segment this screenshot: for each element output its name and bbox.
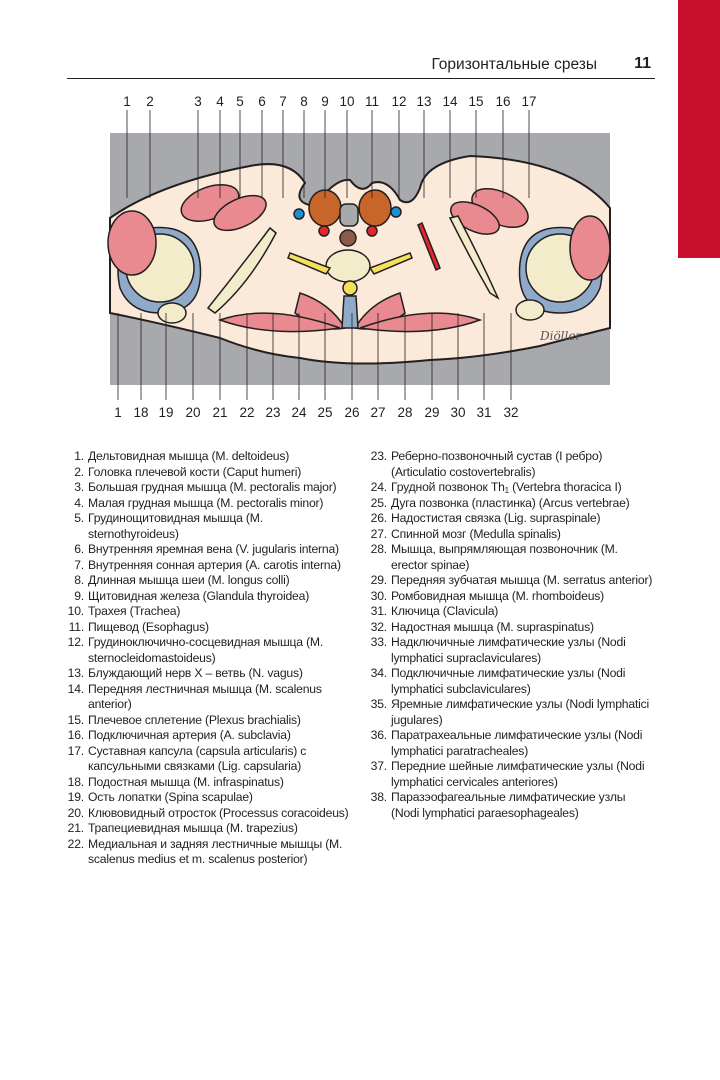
- legend-number: 20.: [67, 805, 84, 820]
- figure-label: 26: [344, 405, 360, 420]
- section-title: Горизонтальные срезы: [431, 56, 597, 73]
- figure-label: 17: [521, 94, 537, 109]
- legend-item: [62, 821, 352, 837]
- legend-text-main: Подключичные лимфатические узлы (Nodi lymphatici subclaviculares): [391, 666, 626, 696]
- legend-number: 22.: [67, 836, 84, 851]
- legend-text-main: Спинной мозг (Medulla spinalis): [391, 526, 561, 541]
- figure-label: 3: [194, 94, 202, 109]
- legend-item: [365, 573, 655, 589]
- figure-label: 6: [258, 94, 266, 109]
- legend-text: [391, 542, 655, 573]
- legend-text: [88, 558, 352, 574]
- legend-text-main: Надключичные лимфатические узлы (Nodi lymphatici supraclaviculares): [391, 635, 626, 665]
- legend-text: [88, 728, 352, 744]
- legend-number: 15.: [67, 712, 84, 727]
- legend-text: [88, 790, 352, 806]
- legend-number: 33.: [370, 635, 387, 649]
- jugular-left: [294, 209, 304, 219]
- legend-number: 27.: [370, 526, 387, 541]
- legend-text-main: Паразэофагеальные лимфатические узлы (Nodi lymphatici paraesophageales): [391, 790, 626, 820]
- deltoid-right: [570, 216, 610, 280]
- figure-label: 25: [317, 405, 333, 420]
- figure-label: 4: [216, 94, 224, 109]
- legend-text-main: Плечевое сплетение (Plexus brachialis): [88, 712, 301, 727]
- legend-item: [365, 620, 655, 636]
- supraspinal-ligament: [342, 296, 358, 328]
- legend-item: [365, 527, 655, 543]
- legend-item: [62, 744, 352, 775]
- legend-item: [365, 790, 655, 821]
- legend-item: [62, 449, 352, 465]
- legend-text: [391, 527, 655, 543]
- legend-text: [391, 511, 655, 527]
- legend-text-main: Дуга позвонка (пластинка) (Arcus vertebrae): [391, 495, 630, 510]
- figure-label: 28: [397, 405, 413, 420]
- legend-number: 4.: [74, 495, 84, 510]
- legend-number: 35.: [370, 697, 387, 711]
- legend-text-main: Передняя зубчатая мышца (M. serratus anterior): [391, 573, 653, 587]
- legend-text: [391, 480, 655, 496]
- legend-subscript: 1: [504, 486, 509, 495]
- legend-text-main: Внутренняя сонная артерия (A. carotis interna): [88, 557, 341, 572]
- legend-number: 29.: [370, 573, 387, 587]
- figure-label: 7: [279, 94, 287, 109]
- legend-number: 12.: [67, 635, 84, 649]
- vertebral-body: [326, 250, 370, 282]
- carotid-left: [319, 226, 329, 236]
- legend-text-main: Ость лопатки (Spina scapulae): [88, 790, 253, 804]
- scapular-spine-left: [158, 303, 186, 323]
- figure-label: 11: [364, 94, 380, 109]
- legend-number: 18.: [67, 774, 84, 789]
- legend-text-main: Клювовидный отросток (Processus coracoideus): [88, 805, 349, 820]
- legend-item: [62, 480, 352, 496]
- running-header: [67, 54, 655, 79]
- legend-number: 21.: [67, 821, 84, 835]
- legend-right-column: [365, 449, 655, 821]
- legend-number: 8.: [74, 573, 84, 587]
- legend-text-main: Передняя лестничная мышца (M. scalenus anterior): [88, 681, 322, 711]
- figure-label: 23: [265, 405, 281, 420]
- legend-item: [62, 682, 352, 713]
- legend-text-main: Реберно-позвоночный сустав (I ребро) (Articulatio costovertebralis): [391, 449, 603, 479]
- jugular-right: [391, 207, 401, 217]
- legend-number: 19.: [67, 790, 84, 804]
- legend-text-main: Трапециевидная мышца (M. trapezius): [88, 821, 298, 835]
- legend-item: [62, 713, 352, 729]
- legend-text-main: Грудинощитовидная мышца (M. sternothyroideus): [88, 511, 263, 541]
- legend-text-main: Подключичная артерия (A. subclavia): [88, 728, 291, 742]
- legend-text: [391, 790, 655, 821]
- legend-item: [62, 620, 352, 636]
- figure-label: 5: [236, 94, 244, 109]
- legend-number: 6.: [74, 542, 84, 556]
- figure-label: 21: [212, 405, 228, 420]
- figure-label: 15: [468, 94, 484, 109]
- figure-label: 31: [476, 405, 492, 420]
- figure-label: 19: [158, 405, 174, 420]
- legend-text: [88, 542, 352, 558]
- legend-number: 38.: [370, 790, 387, 804]
- legend-item: [62, 806, 352, 822]
- legend-text-main: Грудиноключично-сосцевидная мышца (M. sternocleidomastoideus): [88, 635, 324, 665]
- legend-text: [88, 837, 352, 868]
- legend-item: [62, 558, 352, 574]
- legend-text: [391, 620, 655, 636]
- figure-label: 13: [416, 94, 432, 109]
- legend-number: 2.: [74, 464, 84, 479]
- legend-text-main: Ключица (Clavicula): [391, 604, 499, 618]
- legend-text-main: Трахея (Trachea): [88, 604, 181, 618]
- legend-text-main: Большая грудная мышца (M. pectoralis major): [88, 480, 337, 494]
- legend-number: 34.: [370, 666, 387, 680]
- thyroid-right: [359, 190, 391, 226]
- legend-text-main: Малая грудная мышца (M. pectoralis minor): [88, 495, 324, 510]
- figure-label: 8: [300, 94, 308, 109]
- legend-text: [88, 496, 352, 512]
- legend-text: [391, 635, 655, 666]
- legend-item: [62, 496, 352, 512]
- legend-item: [365, 496, 655, 512]
- legend-number: 36.: [370, 728, 387, 742]
- legend-text-main: Щитовидная железа (Glandula thyroidea): [88, 588, 310, 603]
- legend-item: [365, 697, 655, 728]
- legend-text-main: Подостная мышца (M. infraspinatus): [88, 774, 284, 789]
- legend-text: [391, 573, 655, 589]
- figure-label: 24: [291, 405, 307, 420]
- figure-label: 29: [424, 405, 440, 420]
- figure-label: 9: [321, 94, 329, 109]
- legend-text-main: Надостная мышца (M. supraspinatus): [391, 619, 594, 634]
- legend-item: [365, 604, 655, 620]
- legend-text: [391, 728, 655, 759]
- legend-text: [391, 697, 655, 728]
- legend-text-main: Внутренняя яремная вена (V. jugularis interna): [88, 542, 339, 556]
- legend-number: 26.: [370, 511, 387, 525]
- legend-text: [88, 604, 352, 620]
- legend-number: 14.: [67, 681, 84, 696]
- legend-item: [365, 635, 655, 666]
- figure-label: 1: [123, 94, 131, 109]
- legend-item: [62, 728, 352, 744]
- figure-label: 14: [442, 94, 458, 109]
- legend-text-cont: (Vertebra thoracica I): [508, 480, 622, 494]
- legend-item: [62, 573, 352, 589]
- esophagus: [340, 230, 356, 246]
- legend-text-main: Надостистая связка (Lig. supraspinale): [391, 511, 601, 525]
- legend-text-main: Мышца, выпрямляющая позвоночник (M. erector spinae): [391, 542, 618, 572]
- supraspinatus-right: [516, 300, 544, 320]
- legend-text: [391, 666, 655, 697]
- legend-text-main: Яремные лимфатические узлы (Nodi lymphatici jugulares): [391, 697, 650, 727]
- legend-item: [365, 480, 655, 496]
- cross-section-illustration: [100, 88, 630, 423]
- figure-label: 16: [495, 94, 511, 109]
- legend-item: [62, 666, 352, 682]
- legend-text: [88, 635, 352, 666]
- legend-item: [62, 790, 352, 806]
- legend-item: [365, 511, 655, 527]
- figure-label: 18: [133, 405, 149, 420]
- legend-text: [88, 620, 352, 636]
- legend-text-main: Пищевод (Esophagus): [88, 619, 209, 634]
- legend-number: 7.: [74, 557, 84, 572]
- legend-text: [88, 480, 352, 496]
- legend-item: [62, 775, 352, 791]
- legend-item: [62, 511, 352, 542]
- legend-text-main: Передние шейные лимфатические узлы (Nodi lymphatici cervicales anteriores): [391, 759, 645, 789]
- legend-item: [365, 759, 655, 790]
- legend-number: 24.: [370, 480, 387, 494]
- legend-number: 16.: [67, 728, 84, 742]
- legend-number: 9.: [74, 588, 84, 603]
- figure-label: 20: [185, 405, 201, 420]
- legend-item: [62, 465, 352, 481]
- trachea: [340, 204, 358, 226]
- legend-number: 28.: [370, 542, 387, 556]
- legend-item: [365, 666, 655, 697]
- figure-label: 27: [370, 405, 386, 420]
- figure-label: 22: [239, 405, 255, 420]
- legend-text: [391, 496, 655, 512]
- spinal-cord: [343, 281, 357, 295]
- legend-number: 1.: [74, 449, 84, 463]
- legend-text: [88, 511, 352, 542]
- legend-item: [62, 837, 352, 868]
- carotid-right: [367, 226, 377, 236]
- legend-text-main: Паратрахеальные лимфатические узлы (Nodi lymphatici paratracheales): [391, 728, 643, 758]
- legend-text-main: Ромбовидная мышца (M. rhomboideus): [391, 588, 605, 603]
- legend-text-main: Суставная капсула (capsula articularis) с капсульными связками (Lig. capsularia): [88, 743, 307, 773]
- chapter-tab: [678, 0, 720, 258]
- figure-label: 1: [114, 405, 122, 420]
- legend-number: 3.: [74, 480, 84, 494]
- legend-item: [365, 542, 655, 573]
- legend-number: 30.: [370, 588, 387, 603]
- legend-text: [88, 589, 352, 605]
- legend-number: 23.: [370, 449, 387, 463]
- legend-text-main: Блуждающий нерв X – ветвь (N. vagus): [88, 666, 303, 680]
- legend-text: [391, 759, 655, 790]
- illustrator-signature: Diöller: [540, 329, 582, 343]
- legend-item: [62, 604, 352, 620]
- legend-number: 31.: [370, 604, 387, 618]
- legend-text-main: Дельтовидная мышца (M. deltoideus): [88, 449, 290, 463]
- legend-text: [88, 682, 352, 713]
- deltoid-left: [108, 211, 156, 275]
- page-number: 11: [634, 55, 651, 72]
- legend-item: [62, 635, 352, 666]
- legend-number: 17.: [67, 743, 84, 758]
- legend-text-main: Грудной позвонок Th: [391, 480, 505, 494]
- legend-text: [88, 666, 352, 682]
- figure-label: 32: [503, 405, 519, 420]
- legend-text: [88, 713, 352, 729]
- legend-text-main: Длинная мышца шеи (M. longus colli): [88, 573, 290, 587]
- legend-text: [391, 449, 655, 480]
- legend-text: [391, 589, 655, 605]
- legend-number: 5.: [74, 511, 84, 525]
- figure-label: 10: [339, 94, 355, 109]
- legend-number: 37.: [370, 759, 387, 773]
- legend-text: [88, 775, 352, 791]
- figure-label: 2: [146, 94, 154, 109]
- figure-label: 12: [391, 94, 407, 109]
- legend-text: [88, 465, 352, 481]
- legend-text-main: Головка плечевой кости (Caput humeri): [88, 464, 302, 479]
- legend-text: [391, 604, 655, 620]
- legend-text-main: Медиальная и задняя лестничные мышцы (M. scalenus medius et m. scalenus posterior): [88, 836, 343, 866]
- legend-number: 25.: [370, 495, 387, 510]
- legend-item: [365, 449, 655, 480]
- legend-item: [365, 589, 655, 605]
- legend-text: [88, 821, 352, 837]
- legend-number: 11.: [68, 619, 84, 634]
- legend-number: 13.: [67, 666, 84, 680]
- legend-number: 10.: [67, 604, 84, 618]
- legend-text: [88, 806, 352, 822]
- legend-number: 32.: [370, 619, 387, 634]
- legend-left-column: [62, 449, 352, 868]
- legend-item: [365, 728, 655, 759]
- figure-label: 30: [450, 405, 466, 420]
- legend-text: [88, 449, 352, 465]
- legend-text: [88, 744, 352, 775]
- legend-item: [62, 589, 352, 605]
- legend-item: [62, 542, 352, 558]
- legend-text: [88, 573, 352, 589]
